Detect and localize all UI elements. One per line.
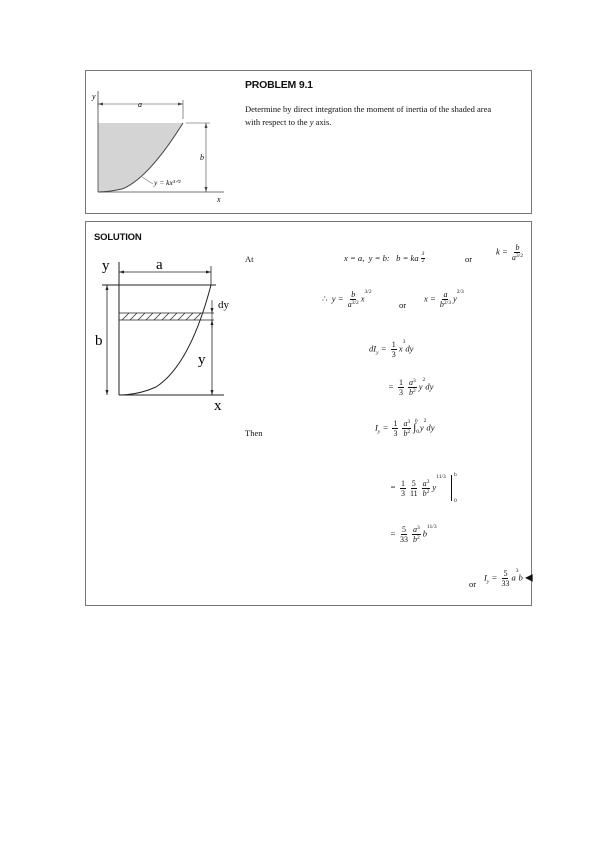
problem-x-axis-label: x [217,195,221,204]
k-equation: k = $\frac{b}{a^{3/2}}$ [496,243,523,262]
solution-dy-label: dy [218,299,229,311]
integral-equation: $I_y$ = $\frac{1}{3}$ $\frac{a^3}{b^2}$ $\int_0^b$ $y^2dy$ [375,418,435,438]
solution-figure [86,250,236,415]
solution-x-axis-label: x [214,398,222,414]
final-or-label: or [469,579,477,589]
problem-y-axis-label: y [92,92,96,101]
solution-curve [119,285,211,395]
problem-figure [86,71,236,211]
solution-y-axis-label: y [102,258,110,274]
solution-y-dimension-label: y [198,352,206,368]
dIy-substituted: = $\frac{1}{3}$ $\frac{a^3}{b^2}$ $y^2dy$ [388,377,434,397]
problem-b-label: b [200,153,204,162]
then-label: Then [245,428,263,438]
problem-statement-line-1: Determine by direct integration the moment of inertia of the shaded area [245,104,492,114]
solution-b-label: b [95,333,103,349]
boundary-condition-equation: x = a, y = b: b = ka $^{\frac{3}{2}}$ [344,251,425,264]
x-in-terms-of-y: x = $\frac{a}{b^{2/3}}$ $y^{2/3}$ [424,289,464,309]
hatched-strip [122,313,201,320]
curve-equation-label: y = kx³ᐟ² [154,178,181,187]
dIy-equation: $dI_y$ = $\frac{1}{3}$ $x^3dy$ [369,339,414,359]
problem-statement-line-2: with respect to the y axis. [245,117,332,127]
result-marker: ◀ [524,572,533,584]
or-label-1: or [465,254,473,264]
simplified-result: = $\frac{5}{33}$ $\frac{a^3}{b^2}$ $b^{11/3}$ [390,524,437,544]
problem-panel [85,70,532,214]
evaluated-integral: = $\frac{1}{3}$ $\frac{5}{11}$ $\frac{a^3}{b^2}$ $y^{11/3}$ b 0 [390,472,457,504]
or-label-2: or [399,300,407,310]
solution-panel [85,221,532,606]
solution-title: SOLUTION [94,232,142,243]
problem-title: PROBLEM 9.1 [245,79,313,91]
problem-a-label: a [138,100,142,109]
curve-equation: ∴ y = $\frac{b}{a^{3/2}}$ $x^{3/2}$ [322,289,372,309]
solution-a-label: a [156,257,163,273]
at-label: At [245,254,254,264]
final-answer: $I_y$ = $\frac{5}{33}$ $a^3b$ ◀ [484,568,533,588]
